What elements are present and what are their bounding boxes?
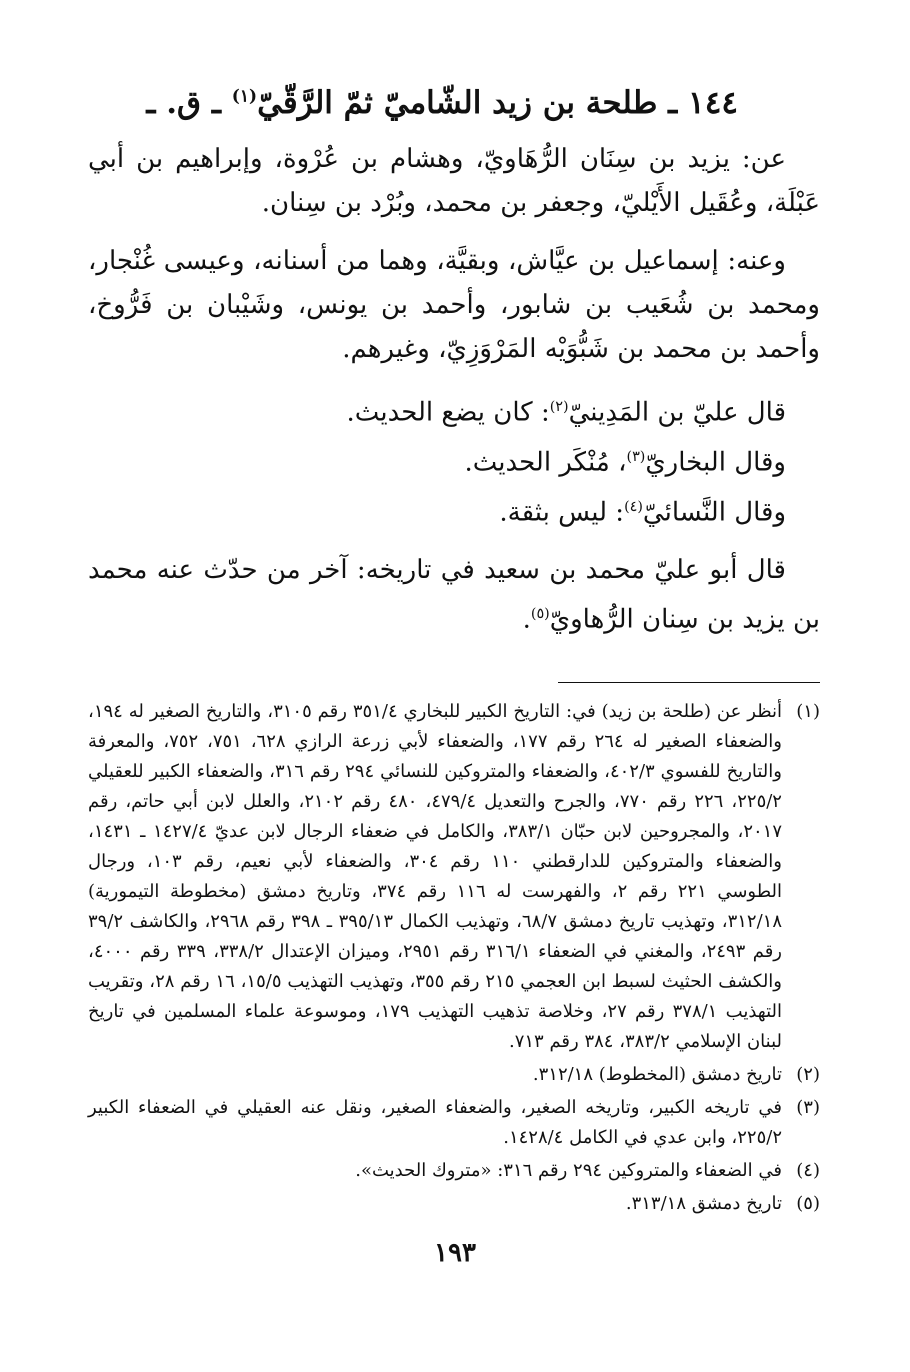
footnote bbox=[88, 697, 820, 1057]
quote-bukhari-text: وقال البخاريّ bbox=[645, 447, 786, 478]
footnote-number: (٤) bbox=[796, 1160, 820, 1182]
quote-ibn-madini-text: قال عليّ بن المَدِينيّ bbox=[568, 398, 786, 429]
quote-ibn-madini-verdict: : كان يضع الحديث. bbox=[346, 398, 550, 429]
footnote-number: (٣) bbox=[796, 1097, 820, 1119]
footnote-text: في تاريخه الكبير، وتاريخه الصغير، والضعفاء الصغير، ونقل عنه العقيلي في الضعفاء الكبير ٢٢٥/٢، وابن عدي في الكامل ١٤٢٨/٤. bbox=[88, 1097, 782, 1149]
teachers-paragraph: عن: يزيد بن سِنَان الرُّهَاويّ، وهشام بن عُرْوة، وإبراهيم بن أبي عَبْلَة، وعُقَيل الأَيْليّ، وجعفر بن محمد، وبُرْد بن سِنان. bbox=[88, 144, 820, 219]
quote-bukhari-verdict: ، مُنْكَر الحديث. bbox=[464, 447, 627, 478]
footnote-ref-2: (٢) bbox=[549, 399, 569, 416]
footnote bbox=[88, 1156, 820, 1186]
footnote-ref-4: (٤) bbox=[624, 498, 643, 515]
footnote bbox=[88, 1060, 820, 1090]
history-paragraph bbox=[88, 548, 820, 642]
footnote-separator bbox=[558, 682, 820, 683]
quote-ibn-madini bbox=[88, 385, 786, 435]
quote-nasai-verdict: : ليس بثقة. bbox=[499, 497, 625, 528]
quote-nasai bbox=[88, 485, 786, 535]
history-end: . bbox=[522, 605, 531, 636]
students-paragraph: وعنه: إسماعيل بن عيَّاش، وبقيَّة، وهما من أسنانه، وعيسى غُنْجار، ومحمد بن شُعَيب بن شابور، وأحمد بن يونس، وشَيْبان بن فَرُّوخ، وأحمد بن محمد بن شَبُّوَيْه المَرْوَزِيّ، وغيرهم. bbox=[88, 246, 820, 365]
footnote-number: (١) bbox=[796, 701, 820, 723]
footnote-ref-5: (٥) bbox=[530, 606, 550, 623]
entry-suffix: ـ ق. ـ bbox=[146, 85, 232, 121]
footnote-number: (٢) bbox=[796, 1064, 820, 1086]
footnote-text: أنظر عن (طلحة بن زيد) في: التاريخ الكبير للبخاري ٣٥١/٤ رقم ٣١٠٥، والتاريخ الصغير له ١٩٤، والضعفاء الصغير له ٢٦٤ رقم ١٧٧، والضعفاء لأبي زرعة الرازي ٦٢٨، ٧٥١، ٧٥٢، والمعرفة والتاريخ للفسوي ٤٠٢/٣، والضعفاء والمتروكين للنسائي ٢٩٤ رقم ٣١٦، والضعفاء الكبير للعقيلي ٢٢٥/٢، ٢٢٦ رقم ٧٧٠، والجرح والتعديل ٤٧٩/٤، ٤٨٠ رقم ٢١٠٢، والعلل لابن أبي حاتم، رقم ٢٠١٧، والمجروحين لابن حبّان ٣٨٣/١، والكامل في ضعفاء الرجال لابن عديّ ١٤٢٧/٤ ـ ١٤٣١، والضعفاء والمتروكين للدارقطني ١١٠ رقم ٣٠٤، والضعفاء لأبي نعيم، رقم ١٠٣، ورجال الطوسي ٢٢١ رقم ٢، والفهرست له ١١٦ رقم ٣٧٤، وتاريخ دمشق (مخطوطة التيمورية) ٣١٢/١٨، وتهذيب تاريخ دمشق ٦٨/٧، وتهذيب الكمال ٣٩٥/١٣ ـ ٣٩٨ رقم ٢٩٦٨، والكاشف ٣٩/٢ رقم ٢٤٩٣، والمغني في الضعفاء ٣١٦/١ رقم ٢٩٥١، وميزان الإعتدال ٣٣٨/٢، ٣٣٩ رقم ٤٠٠٠، والكشف الحثيث لسبط ابن العجمي ٢١٥ رقم ٣٥٥، وتهذيب التهذيب ١٥/٥، ١٦ رقم ٢٨، وتقريب التهذيب ٣٧٨/١ رقم ٢٧، وخلاصة تذهيب التهذيب ١٧٩، وموسوعة علماء المسلمين في تاريخ لبنان الإسلامي ٣٨٣/٢، ٣٨٤ رقم ٧١٣. bbox=[88, 701, 783, 1053]
page-content bbox=[88, 82, 820, 1222]
history-text: قال أبو عليّ محمد بن سعيد في تاريخه: آخر من حدّث عنه محمد بن يزيد بن سِنان الرُّهاويّ bbox=[88, 555, 820, 636]
footnote-text: تاريخ دمشق (المخطوط) ٣١٢/١٨. bbox=[532, 1064, 782, 1086]
footnotes bbox=[88, 697, 820, 1219]
footnote-ref-3: (٣) bbox=[626, 449, 646, 466]
entry-heading bbox=[88, 82, 738, 125]
footnote-text: في الضعفاء والمتروكين ٢٩٤ رقم ٣١٦: «متروك الحديث». bbox=[355, 1160, 782, 1182]
footnote bbox=[88, 1189, 820, 1219]
quote-nasai-text: وقال النَّسائيّ bbox=[642, 497, 786, 528]
entry-title: ١٤٤ ـ طلحة بن زيد الشّاميّ ثمّ الرَّقّيّ bbox=[257, 85, 738, 121]
page-number: ١٩٣ bbox=[434, 1238, 476, 1268]
quote-bukhari bbox=[88, 435, 786, 485]
footnote-number: (٥) bbox=[796, 1193, 820, 1215]
footnote-text: تاريخ دمشق ٣١٣/١٨. bbox=[625, 1193, 782, 1215]
entry-body bbox=[88, 137, 820, 642]
footnote-ref-1: (١) bbox=[231, 86, 258, 107]
footnote bbox=[88, 1093, 820, 1153]
